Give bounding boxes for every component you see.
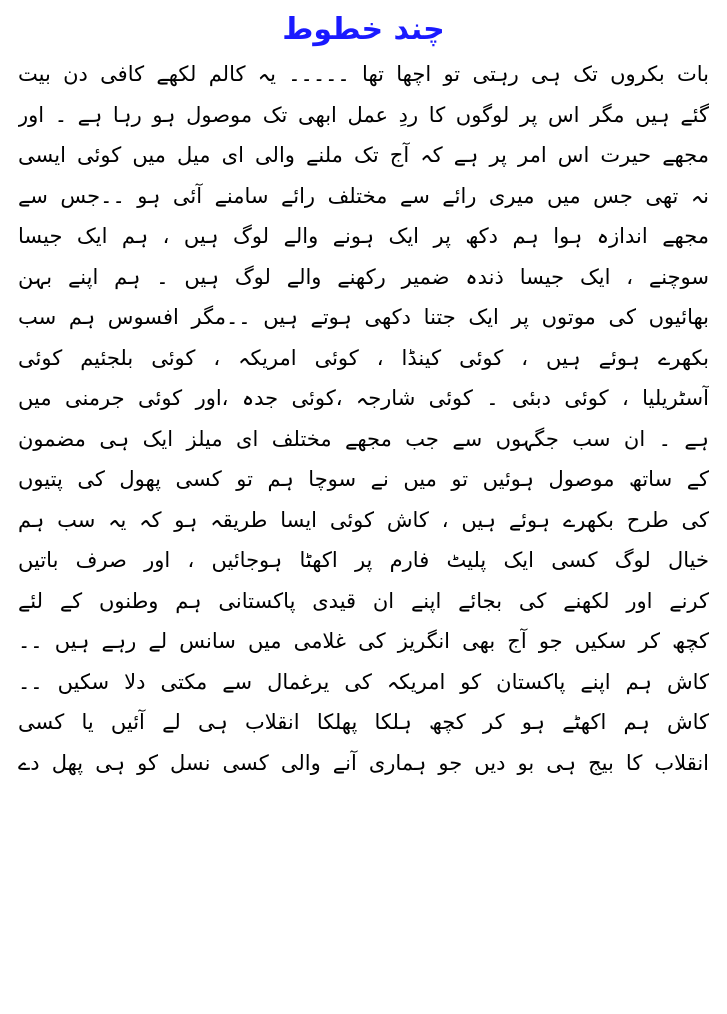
text-line: آسٹریلیا ، کوئی دبئی ۔ کوئی شارجہ ،کوئی جدہ ،اور کوئی جرمنی میں <box>18 386 709 410</box>
text-line: کرنے اور لکھنے کی بجائے اپنے ان قیدی پاکستانی ہم وطنوں کے لئے <box>18 588 709 613</box>
text-line: کی طرح بکھرے ہوئے ہیں ، کاش کوئی ایسا طریقہ ہو کہ یہ سب ہم <box>18 507 709 532</box>
text-line: گئے ہیں مگر اس پر لوگوں کا ردِ عمل ابھی تک موصول ہو رہا ہے ۔ اور <box>18 102 709 127</box>
text-line: نہ تھی جس میں میری رائے سے مختلف رائے سامنے آئی ہو ۔۔جس سے <box>18 183 709 208</box>
text-line: مجھے حیرت اس امر پر ہے کہ آج تک ملنے والی ای میل میں کوئی ایسی <box>18 143 709 167</box>
text-line: خیال لوگ کسی ایک پلیٹ فارم پر اکھٹا ہوجائیں ، اور صرف باتیں <box>18 548 709 572</box>
text-line: بات بکروں تک ہی رہتی تو اچھا تھا ۔۔۔۔۔ یہ کالم لکھے کافی دن بیت <box>18 62 709 86</box>
text-line: بکھرے ہوئے ہیں ، کوئی کینڈا ، کوئی امریکہ ، کوئی بلجئیم کوئی <box>18 345 709 370</box>
text-line: کے ساتھ موصول ہوئیں تو میں نے سوچا ہم تو کسی پھول کی پتیوں <box>18 467 709 491</box>
text-line: کچھ کر سکیں جو آج بھی انگریز کی غلامی میں سانس لے رہے ہیں ۔۔ <box>18 629 709 653</box>
text-line: سوچنے ، ایک جیسا ذندہ ضمیر رکھنے والے لوگ ہیں ۔ ہم اپنے بہن <box>18 264 709 289</box>
text-line: کاش ہم اکھٹے ہو کر کچھ ہلکا پھلکا انقلاب ہی لے آئیں یا کسی <box>18 710 709 734</box>
text-line: مجھے اندازہ ہوا ہم دکھ پر ایک ہونے والے لوگ ہیں ، ہم ایک جیسا <box>18 224 709 248</box>
text-line: انقلاب کا بیج ہی بو دیں جو ہماری آنے والی کسی نسل کو ہی پھل دے <box>18 750 709 775</box>
text-line: کاش ہم اپنے پاکستان کو امریکہ کی یرغمال سے مکتی دلا سکیں ۔۔ <box>18 669 709 694</box>
text-line: ہے ۔ ان سب جگہوں سے جب مجھے مختلف ای میلز ایک ہی مضمون <box>18 426 709 451</box>
article-body <box>18 54 709 783</box>
text-line: بھائیوں کی موتوں پر ایک جتنا دکھی ہوتے ہیں ۔۔مگر افسوس ہم سب <box>18 305 709 329</box>
page-title: چند خطوط <box>282 12 445 47</box>
